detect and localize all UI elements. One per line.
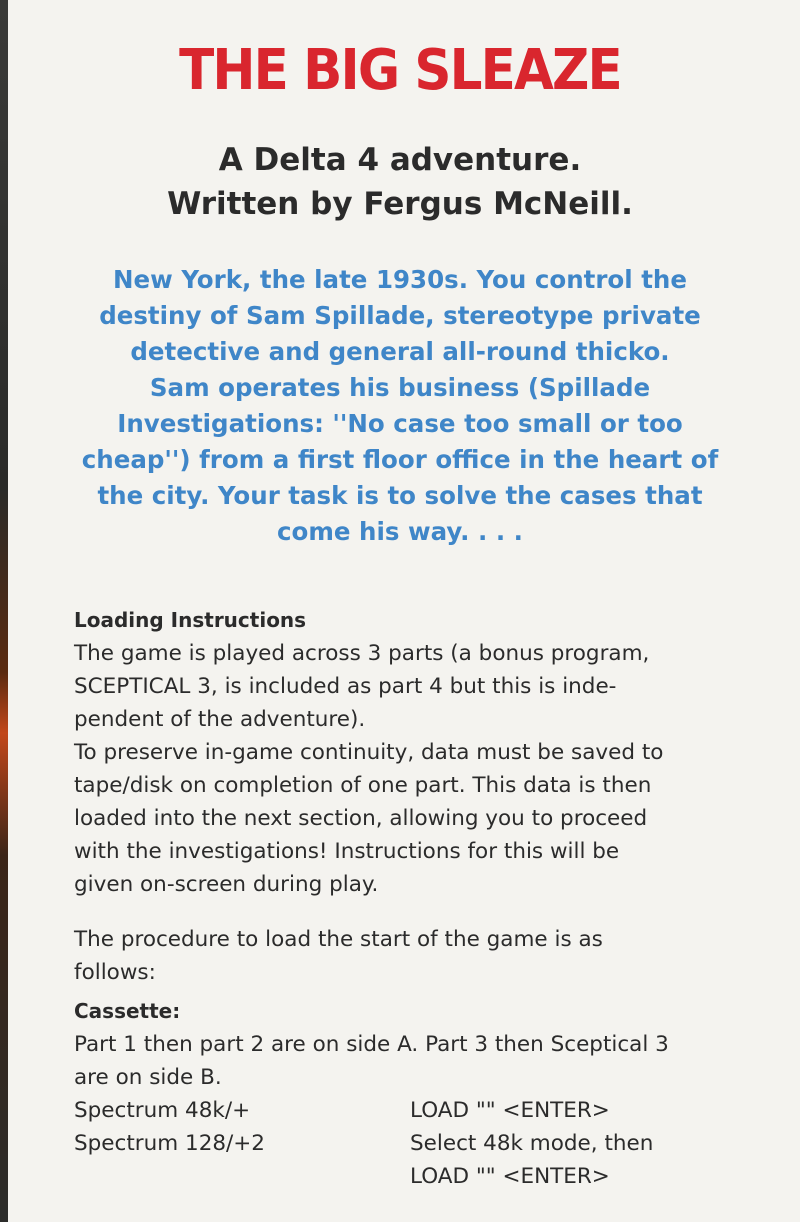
text-line: To preserve in-game continuity, data must be saved to	[74, 740, 664, 765]
text-line: tape/disk on completion of one part. This data is then	[74, 773, 652, 798]
subtitle-line: A Delta 4 adventure.	[218, 142, 582, 178]
story-blurb	[40, 262, 760, 550]
text-line: The procedure to load the start of the game is as	[74, 927, 603, 952]
text-line: Part 1 then part 2 are on side A. Part 3 then Sceptical 3	[74, 1032, 669, 1057]
blurb-line: come his way. . . .	[277, 517, 523, 546]
blurb-line: New York, the late 1930s. You control the	[113, 265, 687, 294]
loading-instructions	[74, 604, 754, 1193]
cassette-heading: Cassette:	[74, 999, 181, 1023]
subtitle-line: Written by Fergus McNeill.	[167, 186, 633, 222]
cassette-paragraph	[74, 1028, 754, 1094]
blurb-line: Sam operates his business (Spillade	[149, 373, 651, 402]
text-line: loaded into the next section, allowing you to proceed	[74, 806, 648, 831]
text-line: follows:	[74, 960, 156, 985]
text-line: The game is played across 3 parts (a bonus program,	[74, 641, 650, 666]
parts-paragraph	[74, 637, 754, 736]
load-row	[74, 1160, 754, 1193]
blurb-line: detective and general all-round thicko.	[130, 337, 670, 366]
procedure-paragraph	[74, 923, 754, 989]
blurb-line: Investigations: ''No case too small or too	[117, 409, 683, 438]
load-row	[74, 1094, 754, 1127]
load-row	[74, 1127, 754, 1160]
spacer	[74, 901, 754, 923]
loading-heading: Loading Instructions	[74, 608, 307, 632]
load-command: LOAD "" <ENTER>	[410, 1164, 610, 1189]
text-line: given on-screen during play.	[74, 872, 379, 897]
continuity-paragraph	[74, 736, 754, 901]
machine-label	[74, 1160, 410, 1193]
game-title: THE BIG SLEAZE	[179, 38, 621, 103]
text-line: are on side B.	[74, 1065, 222, 1090]
text-line: SCEPTICAL 3, is included as part 4 but this is inde-	[74, 674, 617, 699]
text-line: pendent of the adventure).	[74, 707, 366, 732]
machine-label: Spectrum 128/+2	[74, 1131, 265, 1156]
load-command: Select 48k mode, then	[410, 1131, 654, 1156]
machine-label: Spectrum 48k/+	[74, 1098, 251, 1123]
text-line: with the investigations! Instructions for this will be	[74, 839, 620, 864]
load-command: LOAD "" <ENTER>	[410, 1098, 610, 1123]
blurb-line: the city. Your task is to solve the cases that	[97, 481, 703, 510]
blurb-line: cheap'') from a first floor office in the heart of	[81, 445, 719, 474]
blurb-line: destiny of Sam Spillade, stereotype private	[99, 301, 701, 330]
subtitle	[0, 138, 800, 226]
